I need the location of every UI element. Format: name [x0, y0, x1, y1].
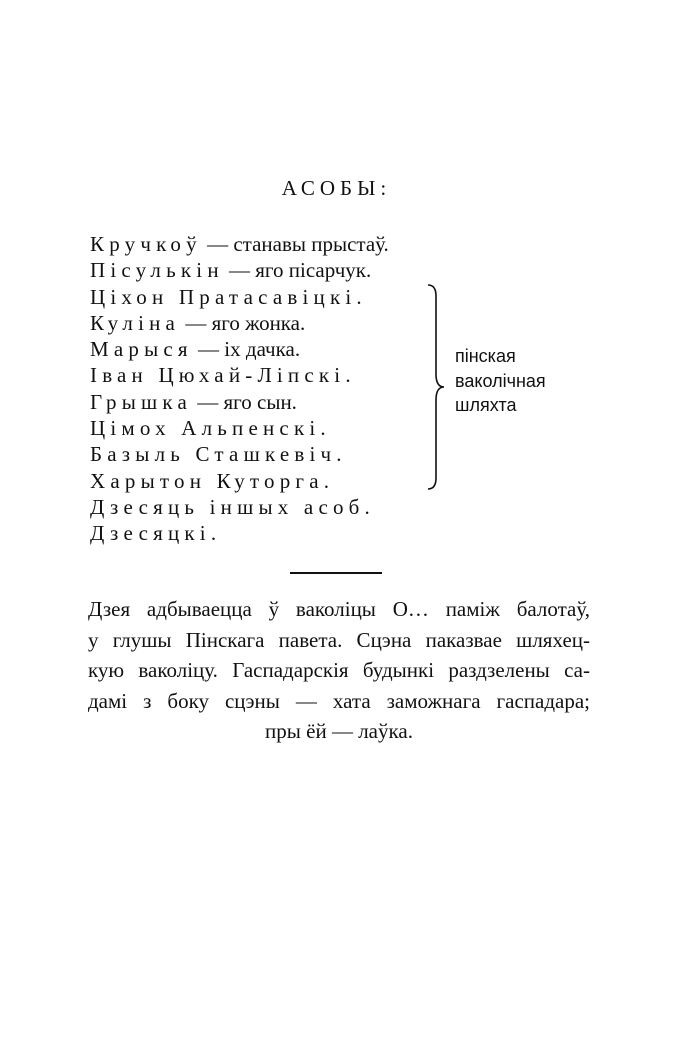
cast-name: Грышка [90, 389, 193, 414]
stage-direction [88, 594, 590, 747]
stage-line: дамі з боку сцэны — хата заможнага гаспадара; [88, 688, 590, 713]
cast-desc: — яго жонка. [180, 310, 306, 335]
cast-heading: АСОБЫ: [281, 176, 392, 200]
cast-name: Пісулькін [90, 258, 224, 283]
cast-name: Ціхон Пратасавіцкі. [90, 284, 367, 309]
cast-item [90, 494, 490, 520]
right-brace [427, 284, 447, 490]
cast-name: Куліна [90, 310, 181, 335]
stage-line-last: пры ёй — лаўка. [265, 719, 413, 743]
cast-name: Іван Цюхай-Ліпскі. [90, 363, 356, 388]
stage-line: кую ваколіцу. Гаспадарскія будынкі раздзелены са- [88, 658, 590, 682]
cast-name: Кручкоў [90, 232, 202, 256]
stage-line: Дзея адбываецца ў ваколіцы О… паміж балотаў, [88, 597, 590, 621]
cast-name: Харытон Куторга. [90, 468, 335, 493]
cast-desc: — яго сын. [192, 389, 297, 414]
group-label [455, 344, 546, 418]
cast-desc: — станавы прыстаў. [201, 232, 389, 256]
section-divider [290, 572, 382, 574]
group-label-line: ваколічная [455, 370, 546, 391]
cast-item [90, 520, 490, 546]
group-label-line: пінская [455, 346, 516, 366]
cast-name: Дзесяць іншых асоб. [90, 494, 376, 519]
cast-name: Дзесяцкі. [90, 521, 222, 546]
cast-name: Базыль Сташкевіч. [90, 442, 347, 467]
cast-item [90, 257, 490, 283]
cast-name: Цімох Альпенскі. [90, 416, 331, 441]
stage-line: у глушы Пінскага павета. Сцэна паказвае шляхец- [88, 627, 590, 652]
cast-name: Марыся [90, 337, 193, 362]
group-label-line: шляхта [455, 395, 517, 415]
cast-desc: — іх дачка. [192, 337, 301, 362]
cast-desc: — яго пісарчук. [223, 258, 372, 283]
cast-item [90, 231, 490, 257]
